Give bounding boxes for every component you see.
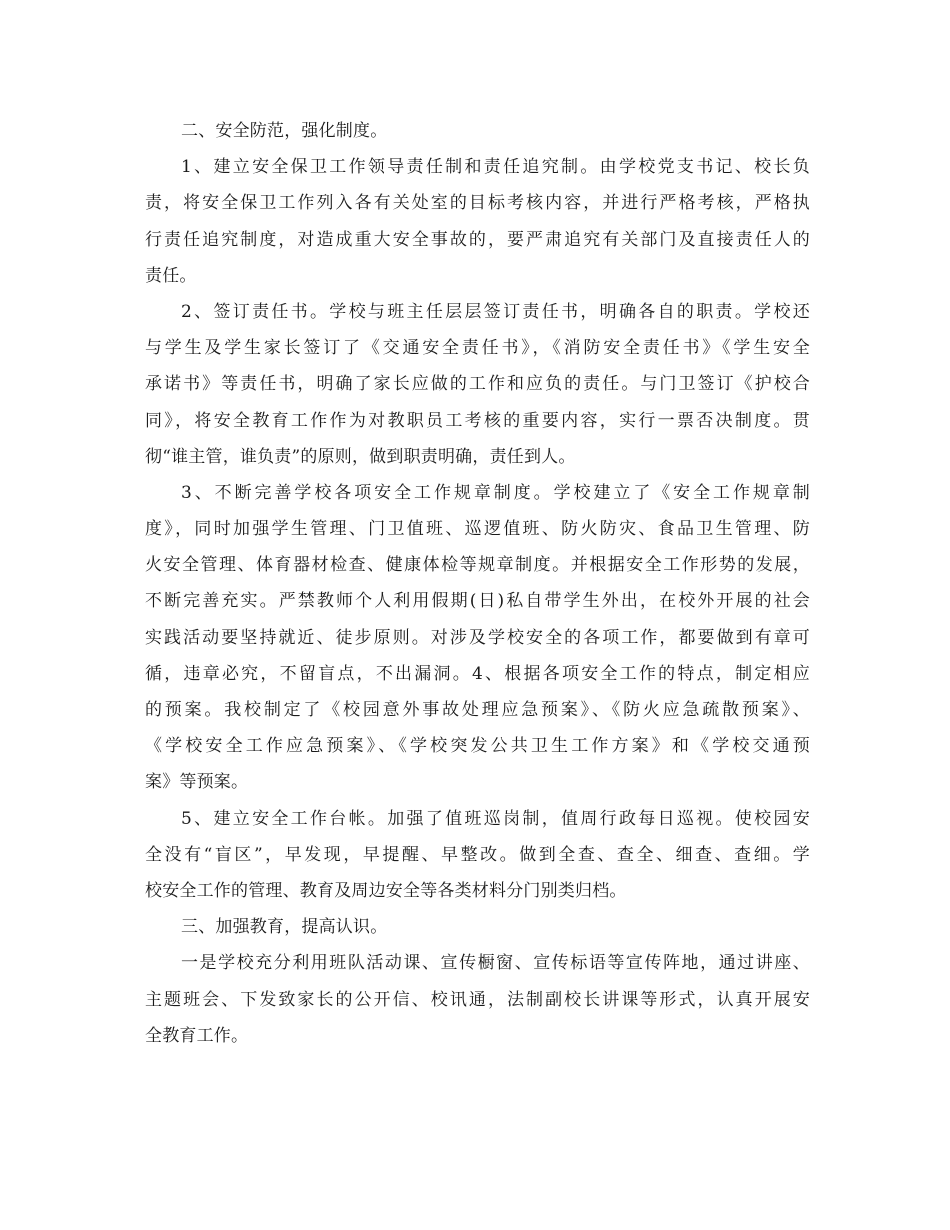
text-line: 循，违章必究，不留盲点，不出漏洞。4、根据各项安全工作的特点，制定相应: [145, 663, 810, 684]
text-line: 责，将安全保卫工作列入各有关处室的目标考核内容，并进行严格考核，严格执: [145, 193, 810, 214]
text-line: 主题班会、下发致家长的公开信、校讯通，法制副校长讲课等形式，认真开展安: [145, 989, 810, 1010]
text-line: 三、加强教育，提高认识。: [181, 917, 388, 938]
text-line: 责任。: [145, 265, 197, 286]
text-line: 校安全工作的管理、教育及周边安全等各类材料分门别类归档。: [145, 880, 627, 901]
text-line: 全没有“盲区”，早发现，早提醒、早整改。做到全查、查全、细查、查细。学: [145, 844, 810, 865]
text-line: 度》，同时加强学生管理、门卫值班、巡逻值班、防火防灾、食品卫生管理、防: [145, 519, 810, 540]
text-line: 彻“谁主管，谁负责”的原则，做到职责明确，责任到人。: [145, 446, 576, 467]
text-line: 的预案。我校制定了《校园意外事故处理应急预案》、《防火应急疏散预案》、: [145, 700, 810, 720]
text-line: 不断完善充实。严禁教师个人利用假期(日)私自带学生外出，在校外开展的社会: [145, 591, 810, 612]
text-line: 行责任追究制度，对造成重大安全事故的，要严肃追究有关部门及直接责任人的: [145, 229, 810, 250]
text-line: 二、安全防范，强化制度。: [181, 121, 388, 141]
text-line: 5、建立安全工作台帐。加强了值班巡岗制，值周行政每日巡视。使校园安: [181, 808, 810, 829]
text-line: 案》等预案。: [145, 772, 249, 793]
text-line: 一是学校充分利用班队活动课、宣传橱窗、宣传标语等宣传阵地，通过讲座、: [181, 953, 810, 974]
document-body: [145, 113, 810, 1054]
text-line: 火安全管理、体育器材检查、健康体检等规章制度。并根据安全工作形势的发展，: [145, 555, 810, 576]
text-line: 承诺书》等责任书，明确了家长应做的工作和应负的责任。与门卫签订《护校合: [145, 374, 810, 395]
text-line: 同》，将安全教育工作作为对教职员工考核的重要内容，实行一票否决制度。贯: [145, 410, 810, 431]
text-line: 《学校安全工作应急预案》、《学校突发公共卫生工作方案》和《学校交通预: [145, 736, 810, 757]
text-line: 2、签订责任书。学校与班主任层层签订责任书，明确各自的职责。学校还: [181, 301, 810, 322]
text-line: 1、建立安全保卫工作领导责任制和责任追究制。由学校党支书记、校长负: [181, 157, 810, 178]
text-line: 3、不断完善学校各项安全工作规章制度。学校建立了《安全工作规章制: [181, 482, 810, 503]
text-line: 全教育工作。: [145, 1025, 249, 1046]
text-line: 实践活动要坚持就近、徒步原则。对涉及学校安全的各项工作，都要做到有章可: [145, 627, 810, 648]
text-line: 与学生及学生家长签订了《交通安全责任书》，《消防安全责任书》《学生安全: [145, 338, 810, 359]
